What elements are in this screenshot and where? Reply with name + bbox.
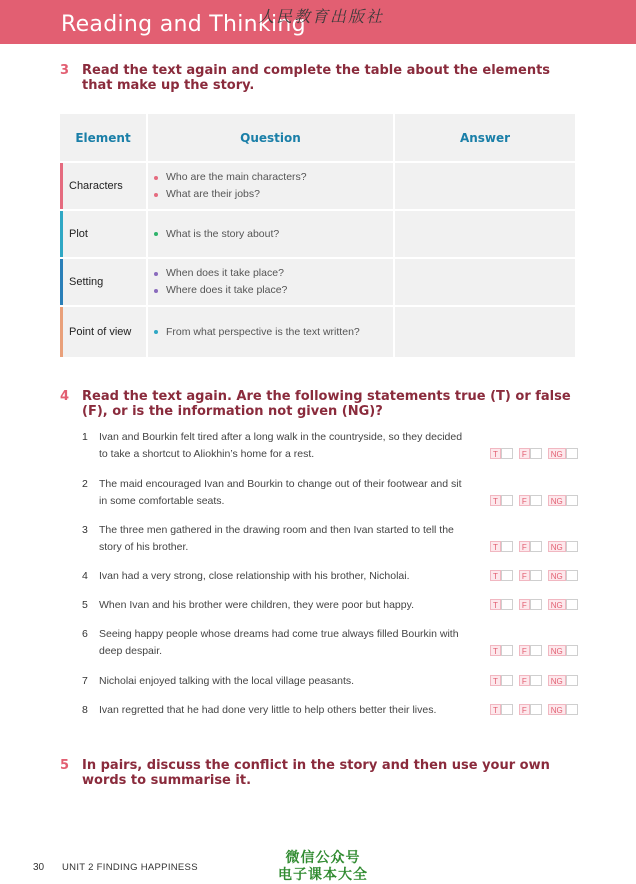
statement-text: The three men gathered in the drawing room and then Ivan started to tell the story of his brother. — [99, 524, 454, 553]
not-given-label: NG — [548, 495, 566, 506]
not-given-checkbox[interactable] — [566, 675, 578, 686]
question-3 — [60, 63, 580, 93]
bullet-icon — [154, 330, 158, 334]
true-checkbox[interactable] — [501, 495, 513, 506]
wechat-watermark-line2: 电子课本大全 — [278, 867, 368, 883]
not-given-label: NG — [548, 448, 566, 459]
true-checkbox[interactable] — [501, 645, 513, 656]
list-item — [154, 169, 393, 186]
false-checkbox[interactable] — [530, 675, 542, 686]
list-item — [154, 186, 393, 203]
false-label: F — [519, 645, 530, 656]
table-row-setting-element: Setting — [60, 259, 146, 305]
false-checkbox[interactable] — [530, 541, 542, 552]
bullet-icon — [154, 176, 158, 180]
list-item — [154, 282, 393, 299]
list-item — [154, 226, 393, 243]
answer-cell-setting[interactable] — [395, 259, 575, 305]
answer-boxes-7 — [490, 675, 584, 686]
answer-cell-characters[interactable] — [395, 163, 575, 209]
table-row-characters-element: Characters — [60, 163, 146, 209]
answer-boxes-1 — [490, 448, 584, 459]
statement-text: Ivan had a very strong, close relationship with his brother, Nicholai. — [99, 570, 410, 582]
not-given-checkbox[interactable] — [566, 704, 578, 715]
table-row-characters-question — [148, 163, 393, 209]
not-given-label: NG — [548, 675, 566, 686]
list-item — [154, 265, 393, 282]
false-checkbox[interactable] — [530, 495, 542, 506]
question-text: Who are the main characters? — [166, 171, 307, 183]
table-row-plot-element: Plot — [60, 211, 146, 257]
false-label: F — [519, 448, 530, 459]
answer-cell-point-of-view[interactable] — [395, 307, 575, 357]
question-text: From what perspective is the text written? — [166, 325, 360, 338]
false-checkbox[interactable] — [530, 570, 542, 581]
false-label: F — [519, 599, 530, 610]
false-label: F — [519, 570, 530, 581]
statement-number: 5 — [82, 599, 88, 611]
publisher-watermark: 人民教育出版社 — [258, 7, 385, 26]
not-given-checkbox[interactable] — [566, 541, 578, 552]
not-given-checkbox[interactable] — [566, 599, 578, 610]
not-given-label: NG — [548, 570, 566, 581]
question-5 — [60, 758, 580, 788]
false-checkbox[interactable] — [530, 599, 542, 610]
answer-boxes-5 — [490, 599, 584, 610]
true-label: T — [490, 675, 501, 686]
false-label: F — [519, 495, 530, 506]
question-text: In pairs, discuss the conflict in the story and then use your own words to summarise it. — [82, 758, 550, 788]
statement-number: 3 — [82, 524, 88, 536]
bullet-icon — [154, 232, 158, 236]
answer-boxes-2 — [490, 495, 584, 506]
not-given-label: NG — [548, 599, 566, 610]
true-label: T — [490, 448, 501, 459]
false-checkbox[interactable] — [530, 645, 542, 656]
true-label: T — [490, 599, 501, 610]
statement-number: 7 — [82, 675, 88, 687]
answer-boxes-4 — [490, 570, 584, 581]
wechat-watermark-line1: 微信公众号 — [285, 850, 361, 866]
table-header-question: Question — [148, 114, 393, 161]
true-checkbox[interactable] — [501, 541, 513, 552]
table-row-point-of-view-element: Point of view — [60, 307, 146, 357]
not-given-label: NG — [548, 541, 566, 552]
false-checkbox[interactable] — [530, 704, 542, 715]
true-label: T — [490, 645, 501, 656]
statement-number: 6 — [82, 628, 88, 640]
true-label: T — [490, 495, 501, 506]
table-header-element: Element — [60, 114, 146, 161]
question-text: Read the text again. Are the following statements true (T) or false (F), or is the information not given (NG)? — [82, 389, 571, 419]
not-given-checkbox[interactable] — [566, 645, 578, 656]
statement-text: When Ivan and his brother were children, they were poor but happy. — [99, 599, 414, 611]
not-given-label: NG — [548, 704, 566, 715]
bullet-icon — [154, 289, 158, 293]
statement-text: Ivan and Bourkin felt tired after a long walk in the countryside, so they decided to take a shortcut to Aliokhin’s home for a rest. — [99, 431, 463, 460]
false-label: F — [519, 704, 530, 715]
false-checkbox[interactable] — [530, 448, 542, 459]
true-label: T — [490, 541, 501, 552]
true-checkbox[interactable] — [501, 448, 513, 459]
table-row-plot-question — [148, 211, 393, 257]
true-checkbox[interactable] — [501, 599, 513, 610]
statement-text: The maid encouraged Ivan and Bourkin to change out of their footwear and sit in some comfortable seats. — [99, 478, 462, 507]
section-header — [0, 0, 636, 44]
question-number: 4 — [60, 389, 70, 404]
true-label: T — [490, 704, 501, 715]
false-label: F — [519, 541, 530, 552]
answer-cell-plot[interactable] — [395, 211, 575, 257]
question-text: When does it take place? — [166, 267, 284, 279]
question-text: Where does it take place? — [166, 284, 288, 296]
question-number: 5 — [60, 758, 70, 773]
answer-boxes-6 — [490, 645, 584, 656]
elements-table — [60, 114, 575, 357]
not-given-checkbox[interactable] — [566, 495, 578, 506]
answer-boxes-8 — [490, 704, 584, 715]
true-label: T — [490, 570, 501, 581]
question-text: What are their jobs? — [166, 188, 260, 200]
statement-text: Seeing happy people whose dreams had come true always filled Bourkin with deep despair. — [99, 628, 459, 657]
section-title: Reading and Thinking — [61, 12, 306, 37]
statement-number: 1 — [82, 431, 88, 443]
table-row-setting-question — [148, 259, 393, 305]
page-number: 30 — [33, 862, 45, 873]
not-given-checkbox[interactable] — [566, 570, 578, 581]
question-4 — [60, 389, 580, 419]
list-item — [154, 324, 393, 341]
statement-number: 4 — [82, 570, 88, 582]
not-given-checkbox[interactable] — [566, 448, 578, 459]
false-label: F — [519, 675, 530, 686]
question-text: Read the text again and complete the table about the elements that make up the story. — [82, 63, 551, 93]
true-checkbox[interactable] — [501, 704, 513, 715]
question-text: What is the story about? — [166, 227, 280, 240]
table-header-answer: Answer — [395, 114, 575, 161]
table-row-point-of-view-question — [148, 307, 393, 357]
statement-number: 8 — [82, 704, 88, 716]
statement-number: 2 — [82, 478, 88, 490]
statement-text: Nicholai enjoyed talking with the local village peasants. — [99, 675, 355, 687]
statement-text: Ivan regretted that he had done very little to help others better their lives. — [99, 704, 437, 716]
true-checkbox[interactable] — [501, 675, 513, 686]
bullet-icon — [154, 193, 158, 197]
not-given-label: NG — [548, 645, 566, 656]
bullet-icon — [154, 272, 158, 276]
answer-boxes-3 — [490, 541, 584, 552]
unit-title: UNIT 2 FINDING HAPPINESS — [62, 862, 198, 873]
true-checkbox[interactable] — [501, 570, 513, 581]
question-number: 3 — [60, 63, 70, 78]
